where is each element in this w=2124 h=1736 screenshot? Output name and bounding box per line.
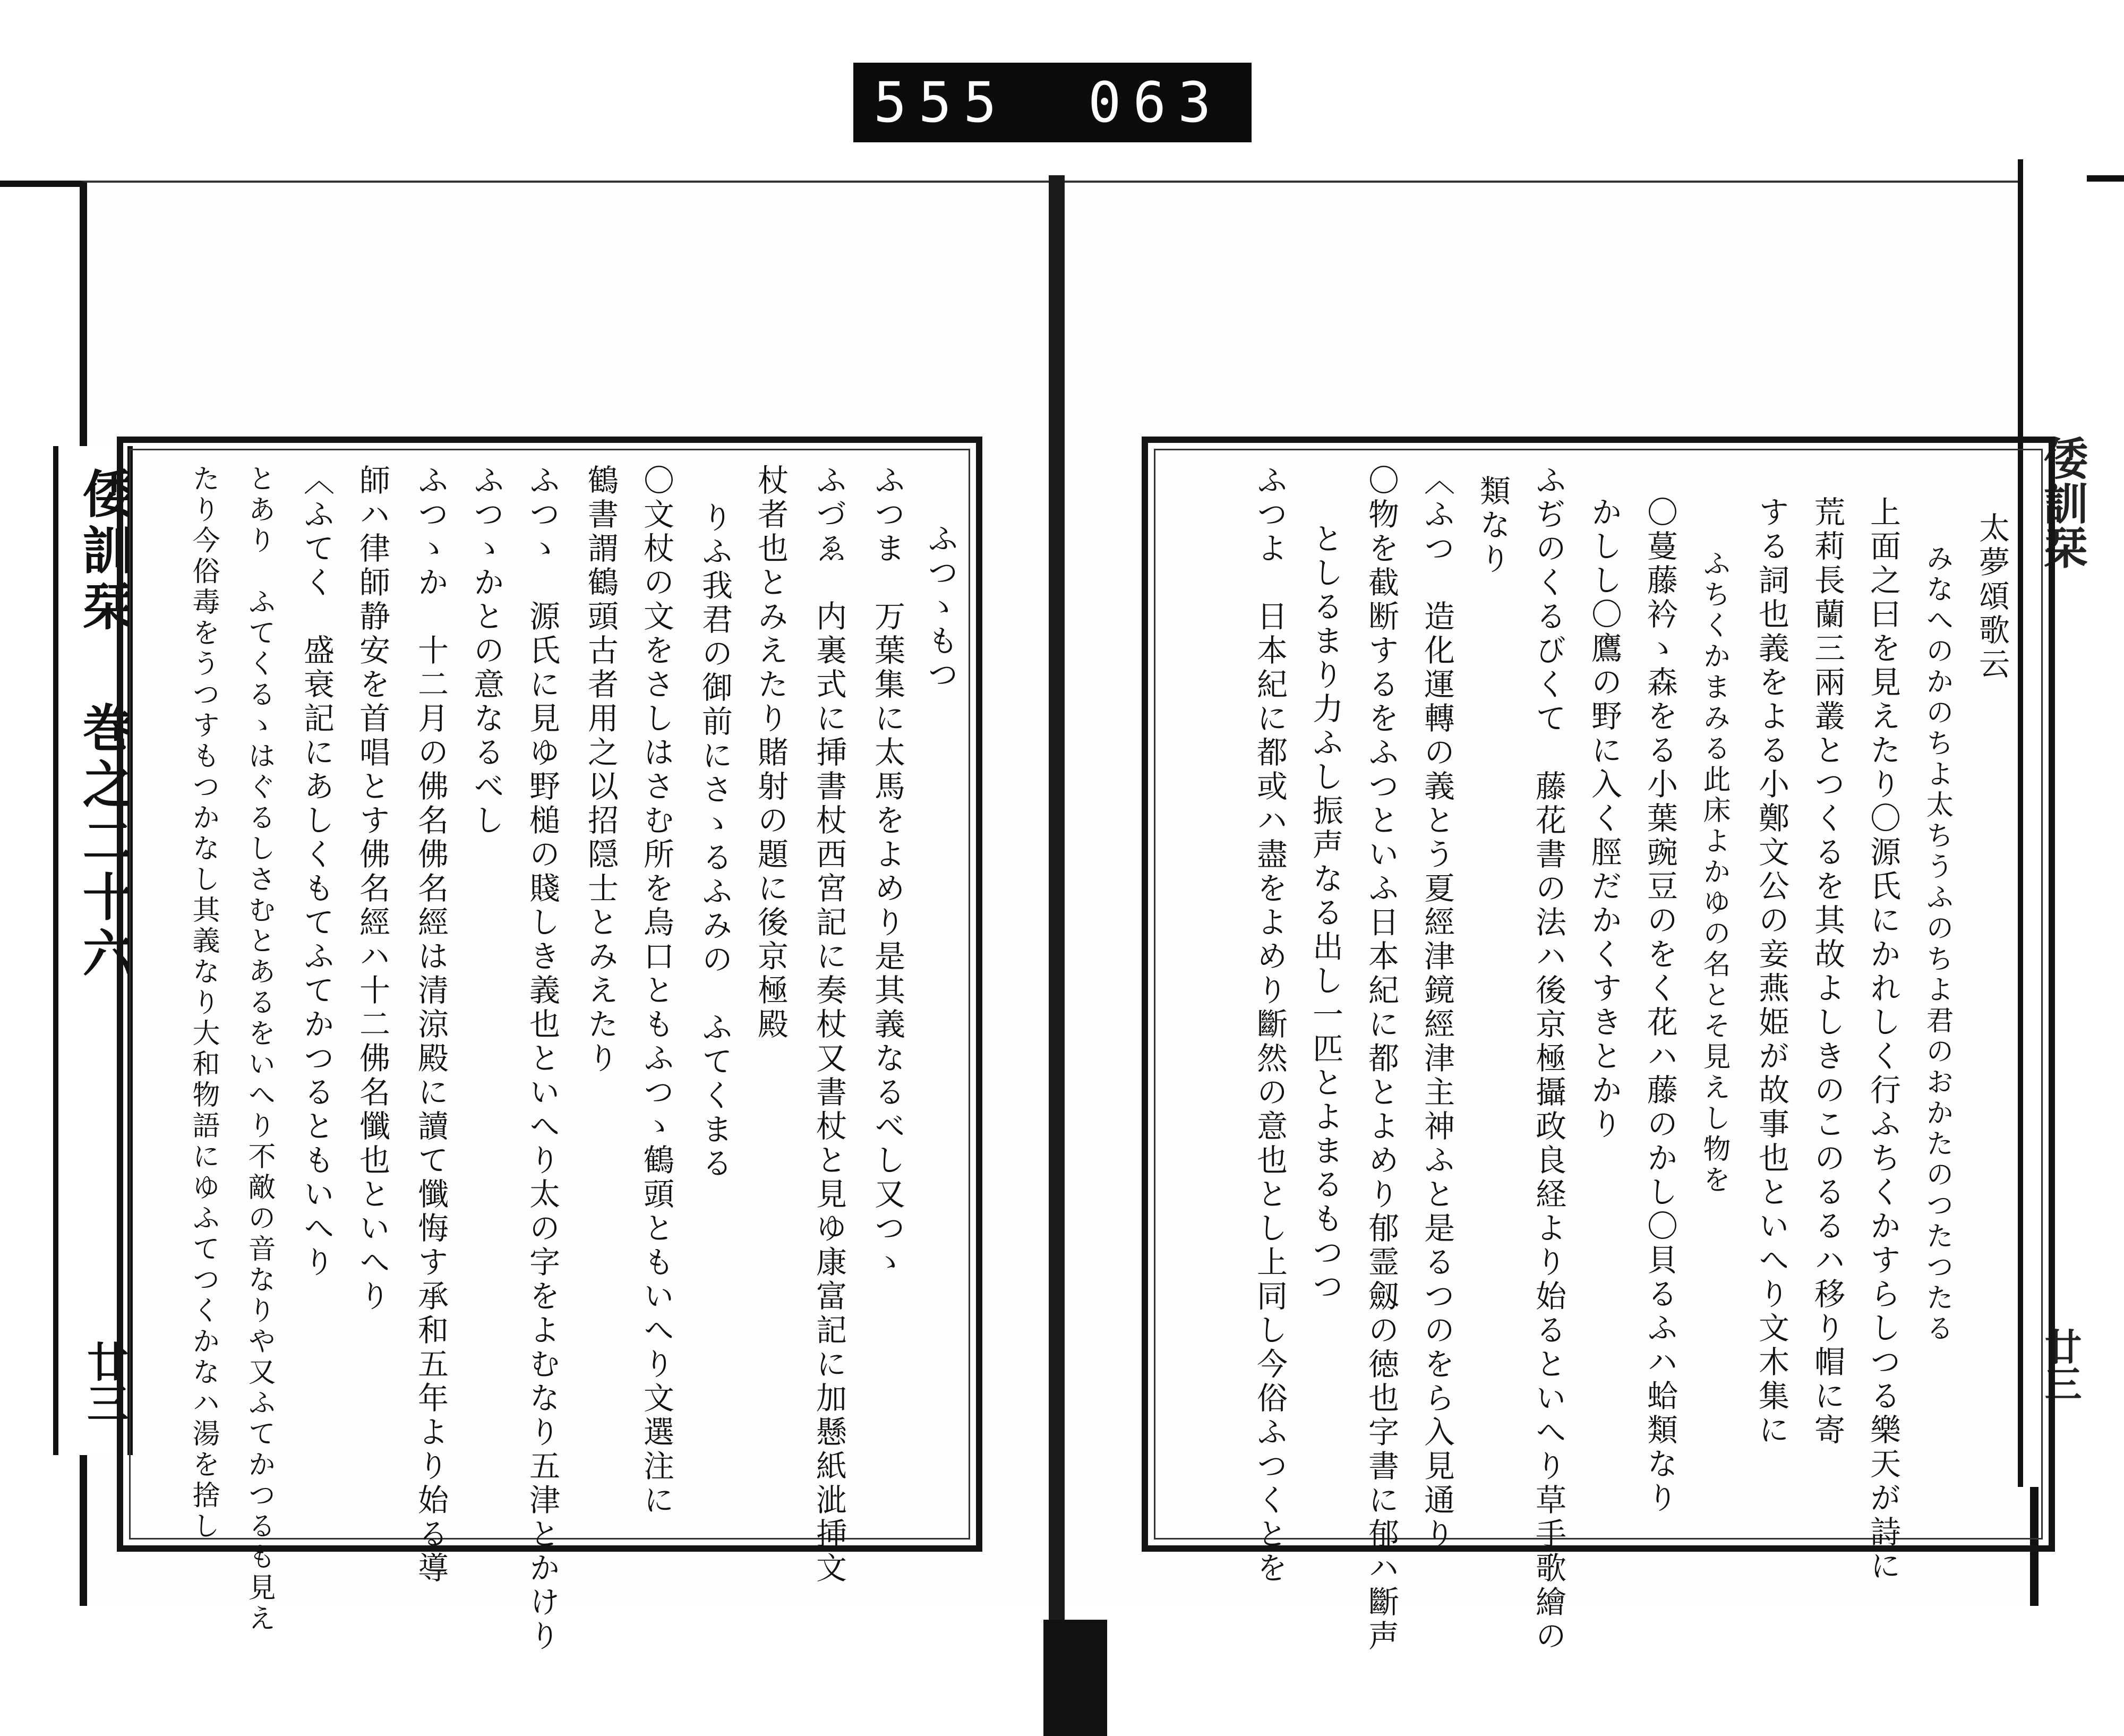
text-column: 〇蔓藤衿ゝ森をる小葉豌豆のをく花ハ藤のかし〇貝るふハ蛤類なり: [1642, 496, 1678, 1516]
text-column: りふ我君の御前にさゝるふみの ふてくまる: [697, 501, 733, 1181]
text-column: 上面之曰を見えたり〇源氏にかれしく行ふちくかすらしつる樂天が詩に: [1865, 496, 1901, 1584]
text-column: ふつゝもつ: [922, 523, 958, 692]
text-column: 〇文杖の文をさしはさむ所を烏口ともふつゝ鶴頭ともいへり文選注に: [638, 464, 674, 1518]
spine-title: 倭訓栞 巻之二十六: [74, 467, 134, 983]
text-column: ふちくかまみる此床よかゆの名とそ見えし物を: [1698, 549, 1730, 1196]
right-text-frame: [1142, 437, 2055, 1654]
text-column: ふつよ 日本紀に都或ハ盡をよめり斷然の意也とし上同し今俗ふつくとを: [1252, 464, 1288, 1586]
spine-folio: 廿三: [80, 1340, 129, 1423]
frame-number: 063: [1087, 70, 1223, 135]
frame-number-label: [853, 63, 1252, 142]
text-column: 〈ふてく 盛衰記にあしくもてふてかつるともいへり: [298, 464, 335, 1280]
right-edge-folio: 廿三: [2039, 1328, 2083, 1402]
text-column: 師ハ律師静安を首唱とす佛名經ハ十二佛名懺也といへり: [354, 464, 390, 1314]
text-column: としるまり力ふし振声なる出し一匹とよまるもつつ: [1307, 523, 1343, 1304]
reel-number: 555: [873, 70, 1008, 135]
text-column: ふぢのくるびくて 藤花書の法ハ後京極攝政良経より始るといへり草手歌繪の: [1530, 464, 1566, 1654]
text-column: ふづゑ 内裏式に挿書杖西宮記に奏杖又書杖と見ゆ康富記に加懸紙泚挿文: [811, 464, 847, 1586]
text-column: 荒莉長蘭三兩叢とつくるを其故よしきのこのるるハ移り帽に寄: [1809, 496, 1845, 1448]
cover-edge-left: [0, 181, 80, 187]
text-column: 太夢頌歌云: [1974, 512, 2010, 682]
text-column: とあり ふてくるゝはぐるしさむとあるをいへり不敵の音なりや又ふてかつるも見え: [243, 464, 275, 1635]
text-column: ふつゝ 源氏に見ゆ野槌の賤しき義也といへり太の字をよむなり五津とかけり: [524, 464, 560, 1654]
text-column: かしし〇鷹の野に入く脛だかくすきとかり: [1586, 496, 1622, 1142]
text-column: みなへのかのちよ太ちうふのちよ君のおかたのつたつたる: [1921, 544, 1953, 1345]
text-column: 杖者也とみえたり賭射の題に後京極殿: [752, 464, 789, 1042]
text-column: 〇物を截断するをふつといふ日本紀に都とよめり郁霊劔の徳也字書に郁ハ斷声: [1363, 464, 1399, 1654]
text-column: ふつゝか 十二月の佛名佛名經は清涼殿に讀て懺悔す承和五年より始る導: [413, 464, 449, 1586]
text-column: 鶴書謂鶴頭古者用之以招隠士とみえたり: [583, 464, 619, 1076]
text-column: ふつゝかとの意なるべし: [468, 464, 504, 838]
left-text-frame: [117, 437, 982, 1654]
text-column: 〈ふつ 造化運轉の義とう夏經津鏡經津主神ふと是るつのをら入見通り: [1419, 464, 1455, 1552]
right-edge-title: 倭訓栞: [2036, 435, 2089, 569]
book-gutter: [1049, 175, 1065, 1652]
text-column: 類なり: [1475, 475, 1511, 577]
gutter-shadow: [1043, 1620, 1107, 1736]
text-column: する詞也義をよる小鄭文公の妾燕姫が故事也といへり文木集に: [1753, 496, 1789, 1448]
text-column: ふつま 万葉集に太馬をよめり是其義なるべし又つゝ: [869, 464, 905, 1280]
text-column: たり今俗毒をうつすもつかなし其義なり大和物語にゆふてつくかなハ湯を捨し: [187, 464, 219, 1542]
